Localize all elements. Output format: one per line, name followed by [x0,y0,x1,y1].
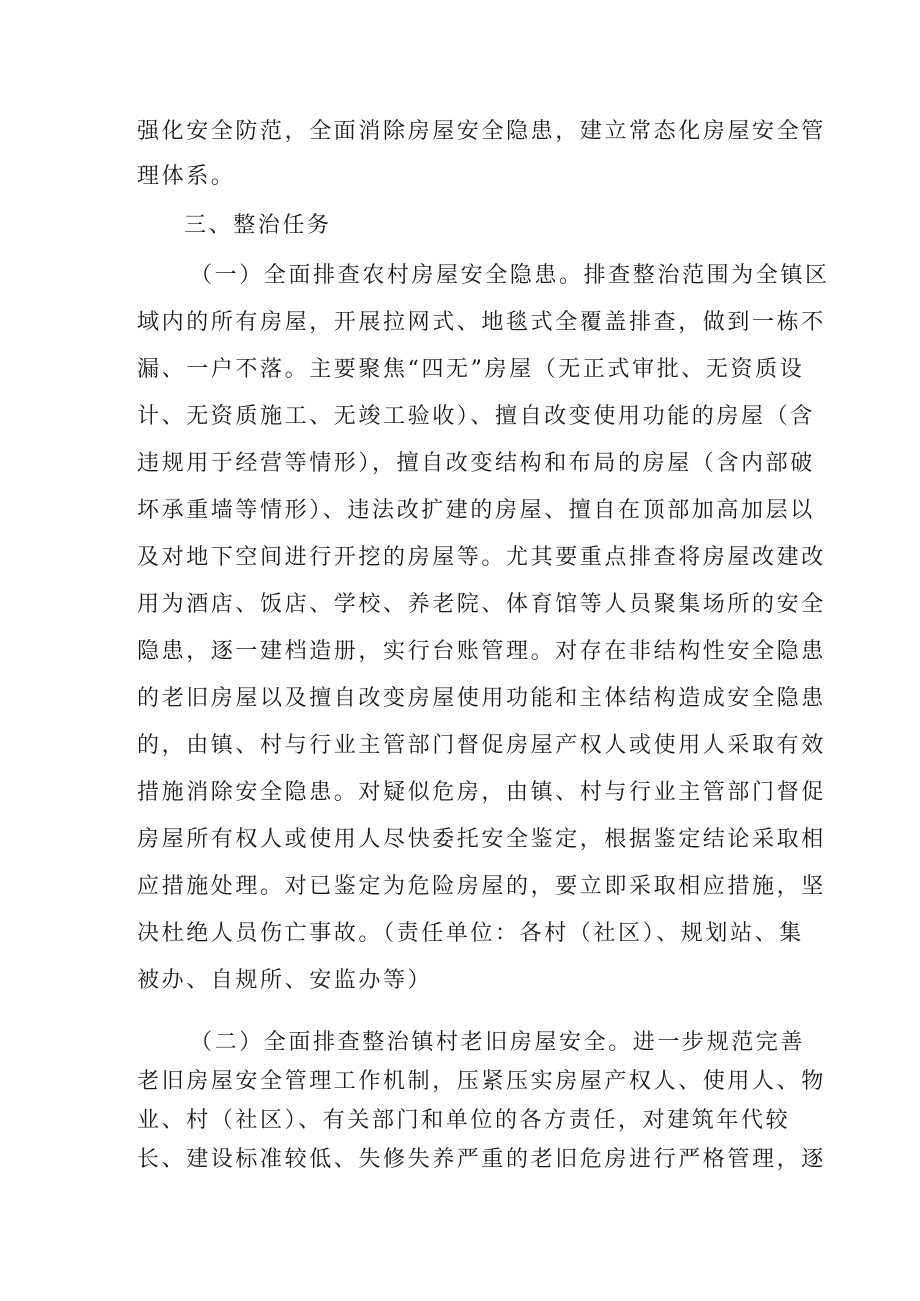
text-line: 房屋所有权人或使用人尽快委托安全鉴定，根据鉴定结论采取相 [137,827,826,852]
text-line: 坏承重墙等情形）、违法改扩建的房屋、擅自在顶部加高加层以 [137,498,815,523]
text-line: 的老旧房屋以及擅自改变房屋使用功能和主体结构造成安全隐患 [137,686,826,711]
text-line: 措施消除安全隐患。对疑似危房，由镇、村与行业主管部门督促 [137,780,826,805]
text-line: 漏、一户不落。主要聚焦“四无”房屋（无正式审批、无资质设 [137,357,805,382]
text-line: 及对地下空间进行开挖的房屋等。尤其要重点排查将房屋改建改 [137,545,826,570]
text-line: 理体系。 [137,164,236,189]
text-line: 决杜绝人员伤亡事故。（责任单位：各村（社区）、规划站、集 [137,921,804,946]
text-line: 的，由镇、村与行业主管部门督促房屋产权人或使用人采取有效 [137,733,826,758]
text-line: 老旧房屋安全管理工作机制，压紧压实房屋产权人、使用人、物 [137,1069,826,1094]
text-line: 域内的所有房屋，开展拉网式、地毯式全覆盖排查，做到一栋不 [137,310,826,335]
text-line: 强化安全防范，全面消除房屋安全隐患，建立常态化房屋安全管 [137,119,826,144]
text-line: 违规用于经营等情形），擅自改变结构和布局的房屋（含内部破 [137,451,815,476]
text-line: 被办、自规所、安监办等） [137,968,433,993]
text-line: 业、村（社区）、有关部门和单位的各方责任，对建筑年代较 [137,1108,791,1133]
text-line: 长、建设标准较低、失修失养严重的老旧危房进行严格管理，逐 [137,1147,826,1172]
text-line: 隐患，逐一建档造册，实行台账管理。对存在非结构性安全隐患 [137,639,826,664]
text-line: 用为酒店、饭店、学校、养老院、体育馆等人员聚集场所的安全 [137,592,826,617]
text-line: 应措施处理。对已鉴定为危险房屋的，要立即采取相应措施，坚 [137,874,826,899]
text-line: （二）全面排查整治镇村老旧房屋安全。进一步规范完善 [190,1030,806,1055]
text-line: （一）全面排查农村房屋安全隐患。排查整治范围为全镇区 [190,263,830,288]
section-heading: 三、整治任务 [184,213,332,238]
text-line: 计、无资质施工、无竣工验收）、擅自改变使用功能的房屋（含 [137,404,815,429]
